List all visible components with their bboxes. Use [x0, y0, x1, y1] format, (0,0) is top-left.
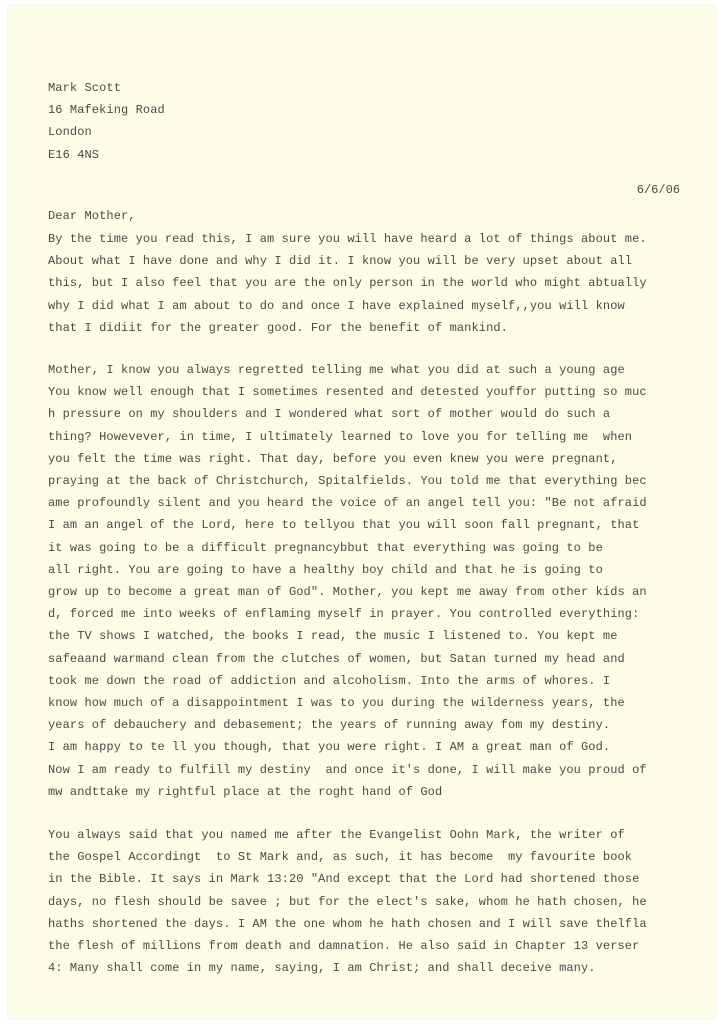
paragraph1-line: that I didiit for the greater good. For the benefit of mankind. [48, 320, 508, 335]
paragraph3-line: You always said that you named me after the Evangelist Oohn Mark, the writer of [48, 828, 625, 842]
paragraph2-line: I am an angel of the Lord, here to tellyou that you will soon fall pregnant, that [48, 518, 640, 533]
paragraph2-line: d, forced me into weeks of enflaming myself in prayer. You controlled everything: [48, 607, 640, 622]
salutation: Dear Mother, [48, 209, 136, 223]
paragraph3-line: the flesh of millions from death and damnation. He also said in Chapter 13 verser [48, 939, 640, 953]
paragraph1-line: this, but I also feel that you are the only person in the world who might abtually [48, 276, 647, 291]
paragraph3-line: the Gospel Accordingt to St Mark and, as such, it has become my favourite book [48, 850, 633, 865]
paragraph2-line: you felt the time was right. That day, before you even knew you were pregnant, [48, 451, 618, 466]
paragraph2-line: thing? Howevever, in time, I ultimately learned to love you for telling me when [48, 429, 633, 444]
paragraph1-line: About what I have done and why I did it. I know you will be very upset about all [48, 254, 633, 269]
paragraph3-line: days, no flesh should be savee ; but for the elect's sake, whom he hath chosen, he [48, 894, 647, 909]
paragraph2-line: Mother, I know you always regretted telling me what you did at such a young age [48, 363, 625, 377]
sender-city: London [48, 125, 92, 139]
letter-page [8, 6, 716, 1018]
paragraph2-line: know how much of a disappointment I was to you during the wilderness years, the [48, 696, 625, 710]
paragraph2-line: all right. You are going to have a healthy boy child and that he is going to [48, 562, 603, 577]
paragraph3-line: haths shortened the days. I AM the one whom he hath chosen and I will save thelfla [48, 916, 647, 931]
paragraph2-line: the TV shows I watched, the books I read, the music I listened to. You kept me [48, 629, 618, 644]
paragraph2-line: I am happy to te ll you though, that you were right. I AM a great man of God. [48, 740, 611, 755]
paragraph2-line: safeaand warmand clean from the clutches of women, but Satan turned my head and [48, 651, 625, 666]
paragraph1-line: By the time you read this, I am sure you will have heard a lot of things about me. [48, 232, 647, 246]
sender-postcode: E16 4NS [48, 148, 100, 162]
letter-date: 6/6/06 [636, 183, 680, 197]
paragraph2-line: ame profoundly silent and you heard the voice of an angel tell you: "Be not afraid [48, 496, 647, 511]
paragraph2-line: years of debauchery and debasement; the years of running away fom my destiny. [48, 718, 611, 733]
paragraph2-line: took me down the road of addiction and alcoholism. Into the arms of whores. I [48, 673, 611, 688]
paragraph2-line: grow up to become a great man of God". Mother, you kept me away from other kids an [48, 585, 647, 599]
paragraph2-line: Now I am ready to fulfill my destiny and once it's done, I will make you proud of [48, 762, 647, 777]
paragraph3-line: 4: Many shall come in my name, saying, I am Christ; and shall deceive many. [48, 961, 596, 976]
sender-name: Mark Scott [48, 81, 122, 95]
paragraph2-line: h pressure on my shoulders and I wondered what sort of mother would do such a [48, 407, 611, 422]
paragraph2-line: mw andttake my rightful place at the roght hand of God [48, 784, 443, 799]
paragraph1-line: why I did what I am about to do and once I have explained myself,,you will know [48, 298, 625, 313]
paragraph2-line: You know well enough that I sometimes resented and detested youffor putting so muc [48, 385, 647, 400]
paragraph2-line: praying at the back of Christchurch, Spitalfields. You told me that everything bec [48, 474, 647, 488]
paragraph2-line: it was going to be a difficult pregnancybbut that everything was going to be [48, 540, 603, 555]
sender-street: 16 Mafeking Road [48, 103, 165, 117]
paragraph3-line: in the Bible. It says in Mark 13:20 "And except that the Lord had shortened those [48, 872, 640, 887]
